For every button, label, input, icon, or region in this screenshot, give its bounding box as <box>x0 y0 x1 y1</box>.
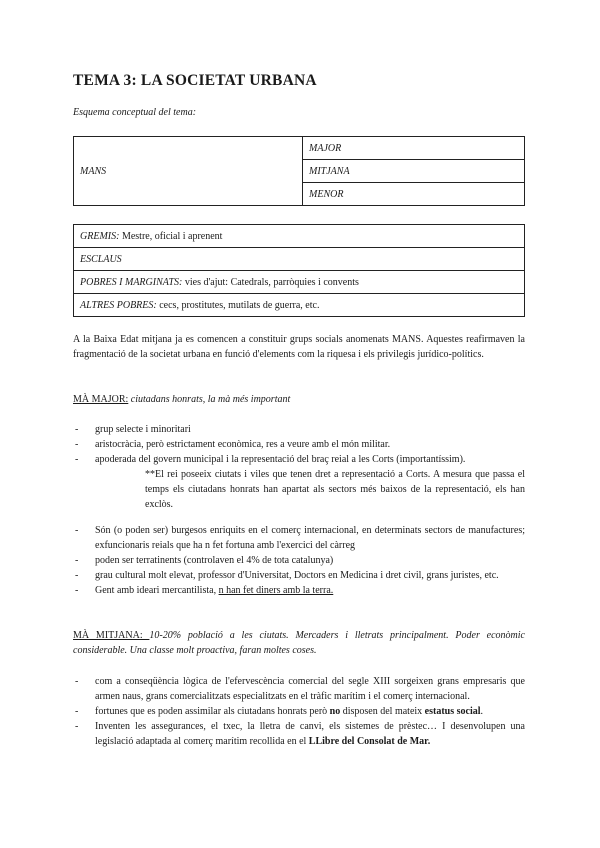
ma-major-heading <box>73 392 290 407</box>
list-item: - fortunes que es poden assimilar als ciutadans honrats però no disposen del mateix estatus social. <box>75 706 484 717</box>
ma-major-list-a <box>73 422 525 467</box>
list-item: - Gent amb ideari mercantilista, n han fet diners amb la terra. <box>75 585 334 596</box>
group-label: GREMIS: <box>80 230 120 242</box>
list-item: - apoderada del govern municipal i la representació del braç reial a les Corts (importantíssim). <box>75 454 466 465</box>
ma-mitjana-list <box>73 674 525 749</box>
group-label: POBRES I MARGINATS: <box>80 276 183 288</box>
mans-label: MANS <box>74 137 303 206</box>
group-label: ALTRES POBRES: <box>80 299 157 311</box>
ma-mitjana-heading-label: MÀ MITJANA: <box>73 630 150 641</box>
list-item: - poden ser terratinents (controlaven el 4% de tota catalunya) <box>75 555 334 566</box>
list-item: - Inventen les assegurances, el txec, la lletra de canvi, els sistemes de prèstec… I desenvolupen una legislació adaptada al comerç marítim recollida en el LLibre del Consolat de Mar. <box>75 721 525 747</box>
ma-major-heading-text: ciutadans honrats, la mà més important <box>128 394 291 405</box>
intro-paragraph: A la Baixa Edat mitjana ja es comencen a constituir grups socials anomenats MANS. Aquestes reafirmaven la fragmentació de la societat urbana en funció d'elements com la riquesa i els privilegis jurídico-polítics. <box>73 334 525 360</box>
ma-major-heading-label: MÀ MAJOR: <box>73 394 129 405</box>
ma-major-note: **El rei poseeix ciutats i viles que tenen dret a representació a Corts. A mesura que passa el temps els ciutadans honrats han apartat als sectors més baixos de la representació, els han exclòs. <box>145 469 525 510</box>
list-item: - grau cultural molt elevat, professor d'Universitat, Doctors en Medicina i dret civil, grans juristes, etc. <box>75 570 499 581</box>
list-item: - grup selecte i minoritari <box>75 424 191 435</box>
ma-mitjana-heading <box>73 628 525 658</box>
group-text: cecs, prostitutes, mutilats de guerra, etc. <box>156 299 320 311</box>
mans-row-major: MAJOR <box>303 137 525 160</box>
group-text: Mestre, oficial i aprenent <box>119 230 223 242</box>
table-row <box>74 225 525 248</box>
page-title: TEMA 3: LA SOCIETAT URBANA <box>73 72 317 89</box>
mans-table <box>73 136 525 206</box>
list-item: - com a conseqüència lògica de l'efervescència comercial del segle XIII sorgeixen grans empresaris que armen naus, grans comercialitzats especialitzats en el tràfic marítim i el comerç internacional. <box>75 676 525 702</box>
ma-major-list-b <box>73 523 525 598</box>
groups-table <box>73 224 525 317</box>
mans-row-menor: MENOR <box>303 183 525 206</box>
group-label: ESCLAUS <box>80 253 122 265</box>
list-item: - Són (o poden ser) burgesos enriquits en el comerç internacional, en determinats sectors de manufactures; exfuncionaris reials que ha n fet fortuna amb l'exercici del càrreg <box>75 525 525 551</box>
list-item: - aristocràcia, però estrictament econòmica, res a veure amb el món militar. <box>75 439 391 450</box>
table-row <box>74 294 525 317</box>
ma-mitjana-heading-text: 10-20% població a les ciutats. Mercaders i lletrats principalment. Poder econòmic considerable. Una classe molt proactiva, faran moltes coses. <box>73 630 525 656</box>
group-text: vies d'ajut: Catedrals, parròquies i convents <box>182 276 359 288</box>
table-row <box>74 271 525 294</box>
mans-row-mitjana: MITJANA <box>303 160 525 183</box>
table-row <box>74 248 525 271</box>
schema-subtitle: Esquema conceptual del tema: <box>73 107 197 118</box>
